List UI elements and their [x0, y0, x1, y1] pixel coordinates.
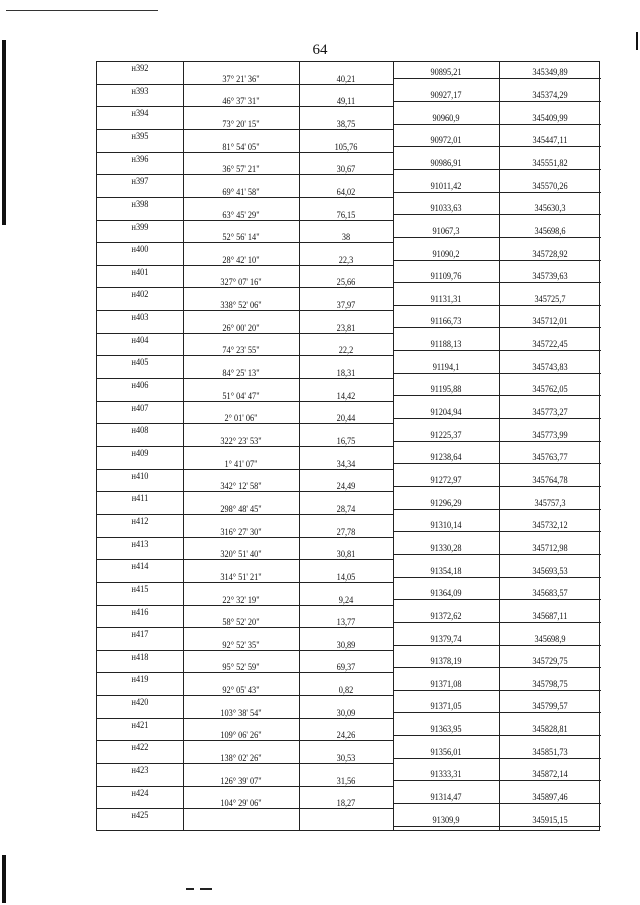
point-id: н394	[131, 108, 149, 119]
row-separator	[393, 124, 601, 125]
segment-length: 31,56	[336, 775, 356, 786]
coord-x: 91272,97	[430, 474, 462, 485]
row-separator	[97, 446, 183, 447]
point-id: н403	[131, 312, 149, 323]
coord-x: 91296,29	[430, 497, 462, 508]
row-separator	[393, 373, 601, 374]
coord-x: 91314,47	[430, 792, 462, 803]
segment-length: 37,97	[336, 300, 356, 311]
row-separator	[393, 169, 601, 170]
segment-length: 16,75	[336, 436, 356, 446]
coord-y: 345683,57	[532, 588, 568, 599]
row-separator	[97, 491, 183, 492]
coord-y: 345915,15	[532, 814, 568, 825]
coord-y: 345630,3	[534, 203, 566, 214]
row-separator	[183, 582, 393, 583]
row-separator	[183, 333, 393, 334]
row-separator	[97, 378, 183, 379]
coord-x: 91310,14	[430, 520, 462, 531]
direction-angle: 138° 02' 26"	[220, 753, 262, 764]
column-divider	[393, 62, 394, 830]
coord-y: 345743,83	[532, 361, 568, 372]
direction-angle: 81° 54' 05"	[222, 141, 260, 152]
segment-length: 76,15	[336, 209, 356, 220]
row-separator	[183, 627, 393, 628]
point-id: н412	[131, 515, 149, 526]
row-separator	[97, 469, 183, 470]
segment-length: 22,2	[338, 345, 354, 356]
direction-angle: 92° 52' 35"	[222, 639, 260, 650]
row-separator	[393, 599, 601, 600]
row-separator	[393, 803, 601, 804]
row-separator	[183, 220, 393, 221]
row-separator	[183, 469, 393, 470]
point-id: н423	[131, 765, 149, 776]
coord-y: 345728,92	[532, 248, 568, 259]
row-separator	[183, 265, 393, 266]
coord-x: 91378,19	[430, 656, 462, 667]
coord-y: 345763,77	[532, 452, 568, 463]
direction-angle: 22° 32' 19"	[222, 594, 260, 605]
coord-x: 91011,42	[430, 180, 462, 191]
coord-x: 91033,63	[430, 203, 462, 214]
top-rule	[6, 10, 158, 11]
row-separator	[393, 463, 601, 464]
coord-y: 345447,11	[532, 135, 568, 146]
segment-length: 18,27	[336, 798, 356, 809]
footer-dash	[200, 888, 212, 890]
row-separator	[393, 78, 601, 79]
row-separator	[393, 712, 601, 713]
segment-length: 30,89	[336, 639, 356, 650]
coord-x: 91371,08	[430, 678, 462, 689]
row-separator	[97, 627, 183, 628]
coord-x: 91166,73	[430, 316, 462, 327]
point-id: н406	[131, 380, 149, 391]
row-separator	[97, 174, 183, 175]
point-id: н400	[131, 244, 149, 255]
point-id: н405	[131, 357, 149, 368]
direction-angle: 327° 07' 16"	[220, 277, 262, 288]
direction-angle: 126° 39' 07"	[220, 775, 262, 786]
direction-angle: 316° 27' 30"	[220, 526, 262, 537]
row-separator	[97, 197, 183, 198]
point-id: н422	[131, 742, 149, 753]
row-separator	[393, 305, 601, 306]
row-separator	[183, 355, 393, 356]
row-separator	[183, 84, 393, 85]
coord-y: 345757,3	[534, 497, 566, 508]
footer-dash	[186, 888, 194, 890]
direction-angle: 338° 52' 06"	[220, 300, 262, 311]
direction-angle: 1° 41' 07"	[224, 458, 258, 469]
row-separator	[97, 265, 183, 266]
row-separator	[183, 672, 393, 673]
point-id: н396	[131, 153, 149, 164]
row-separator	[183, 695, 393, 696]
segment-length: 30,67	[336, 164, 356, 175]
coord-y: 345725,7	[534, 293, 566, 304]
direction-angle: 2° 01' 06"	[224, 413, 258, 424]
direction-angle: 73° 20' 15"	[222, 118, 260, 129]
coord-x: 91225,37	[430, 429, 462, 440]
direction-angle: 322° 23' 53"	[220, 436, 262, 446]
segment-length: 34,34	[336, 458, 356, 469]
point-id: н397	[131, 176, 149, 187]
point-id: н410	[131, 470, 149, 481]
direction-angle: 52° 56' 14"	[222, 232, 260, 243]
row-separator	[393, 486, 601, 487]
coord-y: 345698,6	[534, 225, 566, 236]
segment-length: 27,78	[336, 526, 356, 537]
coord-y: 345773,99	[532, 429, 568, 440]
coord-x: 91109,76	[430, 271, 462, 282]
coord-y: 345897,46	[532, 792, 568, 803]
direction-angle: 26° 00' 20"	[222, 322, 260, 333]
row-separator	[97, 84, 183, 85]
row-separator	[393, 554, 601, 555]
coord-x: 91204,94	[430, 407, 462, 418]
row-separator	[393, 441, 601, 442]
row-separator	[97, 514, 183, 515]
row-separator	[97, 333, 183, 334]
coord-y: 345712,98	[532, 542, 568, 553]
direction-angle: 95° 52' 59"	[222, 662, 260, 673]
segment-length: 38	[341, 232, 351, 243]
direction-angle: 28° 42' 10"	[222, 254, 260, 265]
row-separator	[97, 401, 183, 402]
point-id: н411	[131, 493, 149, 504]
segment-length: 23,81	[336, 322, 356, 333]
row-separator	[97, 672, 183, 673]
row-separator	[393, 192, 601, 193]
segment-length: 38,75	[336, 118, 356, 129]
row-separator	[393, 577, 601, 578]
coord-x: 91188,13	[430, 339, 462, 350]
row-separator	[393, 735, 601, 736]
row-separator	[97, 423, 183, 424]
point-id: н425	[131, 810, 149, 821]
direction-angle: 36° 57' 21"	[222, 164, 260, 175]
point-id: н402	[131, 289, 149, 300]
direction-angle: 104° 29' 06"	[220, 798, 262, 809]
row-separator	[183, 808, 393, 809]
direction-angle: 298° 48' 45"	[220, 503, 262, 514]
direction-angle: 342° 12' 58"	[220, 481, 262, 492]
row-separator	[183, 242, 393, 243]
row-separator	[393, 509, 601, 510]
row-separator	[97, 740, 183, 741]
point-id: н409	[131, 448, 149, 458]
coord-y: 345693,53	[532, 565, 568, 576]
point-id: н417	[131, 629, 149, 640]
row-separator	[183, 763, 393, 764]
coord-x: 91131,31	[430, 293, 462, 304]
coord-x: 91363,95	[430, 724, 462, 735]
row-separator	[393, 327, 601, 328]
coord-x: 90895,21	[430, 67, 462, 78]
coord-x: 91333,31	[430, 769, 462, 780]
direction-angle: 92° 05' 43"	[222, 685, 260, 696]
row-separator	[183, 423, 393, 424]
row-separator	[393, 826, 601, 827]
row-separator	[393, 667, 601, 668]
coordinates-table	[96, 61, 600, 831]
row-separator	[97, 763, 183, 764]
segment-length: 9,24	[338, 594, 354, 605]
row-separator	[97, 537, 183, 538]
row-separator	[97, 582, 183, 583]
segment-length: 49,11	[336, 96, 356, 107]
page-number: 64	[312, 42, 328, 58]
segment-length: 30,09	[336, 707, 356, 718]
segment-length: 22,3	[338, 254, 354, 265]
coord-y: 345732,12	[532, 520, 568, 531]
coord-x: 90960,9	[432, 112, 460, 123]
point-id: н414	[131, 561, 149, 572]
segment-length: 25,66	[336, 277, 356, 288]
coord-x: 90986,91	[430, 157, 462, 168]
row-separator	[97, 808, 183, 809]
row-separator	[393, 214, 601, 215]
point-id: н419	[131, 674, 149, 685]
coord-y: 345762,05	[532, 384, 568, 395]
row-separator	[393, 418, 601, 419]
coord-x: 91379,74	[430, 633, 462, 644]
row-separator	[393, 622, 601, 623]
row-separator	[393, 758, 601, 759]
row-separator	[183, 718, 393, 719]
direction-angle: 74° 23' 55"	[222, 345, 260, 356]
segment-length: 30,81	[336, 549, 356, 560]
segment-length: 18,31	[336, 368, 356, 379]
row-separator	[97, 106, 183, 107]
row-separator	[97, 220, 183, 221]
point-id: н421	[131, 719, 149, 730]
coord-y: 345374,29	[532, 89, 568, 100]
direction-angle: 46° 37' 31"	[222, 96, 260, 107]
coord-y: 345712,01	[532, 316, 568, 327]
coord-x: 91371,05	[430, 701, 462, 712]
row-separator	[183, 152, 393, 153]
segment-length: 20,44	[336, 413, 356, 424]
row-separator	[393, 101, 601, 102]
coord-x: 90927,17	[430, 89, 462, 100]
row-separator	[183, 537, 393, 538]
row-separator	[97, 559, 183, 560]
row-separator	[97, 355, 183, 356]
point-id: н393	[131, 85, 149, 96]
row-separator	[97, 242, 183, 243]
point-id: н395	[131, 130, 149, 141]
coord-x: 91309,9	[432, 814, 460, 825]
row-separator	[183, 106, 393, 107]
row-separator	[393, 395, 601, 396]
coord-y: 345764,78	[532, 474, 568, 485]
row-separator	[183, 786, 393, 787]
row-separator	[183, 129, 393, 130]
row-separator	[393, 282, 601, 283]
row-separator	[183, 559, 393, 560]
coord-x: 91067,3	[432, 225, 460, 236]
direction-angle: 69° 41' 58"	[222, 186, 260, 197]
coord-y: 345551,82	[532, 157, 568, 168]
row-separator	[183, 491, 393, 492]
direction-angle: 320° 51' 40"	[220, 549, 262, 560]
coord-y: 345570,26	[532, 180, 568, 191]
point-id: н401	[131, 266, 149, 277]
row-separator	[183, 740, 393, 741]
coord-x: 91372,62	[430, 610, 462, 621]
coord-y: 345739,63	[532, 271, 568, 282]
coord-x: 90972,01	[430, 135, 462, 146]
segment-length: 13,77	[336, 617, 356, 628]
coord-y: 345851,73	[532, 746, 568, 757]
point-id: н418	[131, 651, 149, 662]
column-divider	[499, 62, 500, 830]
point-id: н399	[131, 221, 149, 232]
row-separator	[183, 650, 393, 651]
coord-y: 345409,99	[532, 112, 568, 123]
coord-x: 91356,01	[430, 746, 462, 757]
point-id: н420	[131, 697, 149, 708]
coord-x: 91195,88	[430, 384, 462, 395]
row-separator	[97, 605, 183, 606]
coord-x: 91090,2	[432, 248, 460, 259]
row-separator	[97, 129, 183, 130]
coord-x: 91354,18	[430, 565, 462, 576]
direction-angle: 51° 04' 47"	[222, 390, 260, 401]
point-id: н398	[131, 198, 149, 209]
coord-x: 91238,64	[430, 452, 462, 463]
direction-angle: 37° 21' 36"	[222, 73, 260, 84]
coord-y: 345798,75	[532, 678, 568, 689]
row-separator	[183, 174, 393, 175]
row-separator	[183, 287, 393, 288]
coord-y: 345872,14	[532, 769, 568, 780]
coord-y: 345698,9	[534, 633, 566, 644]
row-separator	[393, 350, 601, 351]
direction-angle: 103° 38' 54"	[220, 707, 262, 718]
row-separator	[393, 260, 601, 261]
coord-y: 345729,75	[532, 656, 568, 667]
segment-length: 105,76	[334, 141, 358, 152]
segment-length: 69,37	[336, 662, 356, 673]
row-separator	[183, 514, 393, 515]
row-separator	[97, 650, 183, 651]
segment-length: 0,82	[338, 685, 354, 696]
point-id: н415	[131, 583, 149, 594]
row-separator	[183, 446, 393, 447]
coord-y: 345773,27	[532, 407, 568, 418]
segment-length: 24,49	[336, 481, 356, 492]
row-separator	[97, 718, 183, 719]
scan-edge-mark-bottom	[2, 855, 6, 903]
row-separator	[183, 401, 393, 402]
direction-angle: 63° 45' 29"	[222, 209, 260, 220]
direction-angle: 314° 51' 21"	[220, 571, 262, 582]
row-separator	[393, 531, 601, 532]
point-id: н416	[131, 606, 149, 617]
segment-length: 14,05	[336, 571, 356, 582]
row-separator	[97, 287, 183, 288]
row-separator	[393, 690, 601, 691]
coord-y: 345687,11	[532, 610, 568, 621]
segment-length: 40,21	[336, 73, 356, 84]
segment-length: 64,02	[336, 186, 356, 197]
direction-angle: 84° 25' 13"	[222, 368, 260, 379]
coord-y: 345799,57	[532, 701, 568, 712]
direction-angle: 109° 06' 26"	[220, 730, 262, 741]
point-id: н407	[131, 402, 149, 413]
coord-y: 345349,89	[532, 67, 568, 78]
segment-length: 30,53	[336, 753, 356, 764]
coord-x: 91330,28	[430, 542, 462, 553]
segment-length: 14,42	[336, 390, 356, 401]
segment-length: 24,26	[336, 730, 356, 741]
row-separator	[183, 197, 393, 198]
row-separator	[97, 152, 183, 153]
point-id: н404	[131, 334, 149, 345]
point-id: н413	[131, 538, 149, 549]
row-separator	[97, 310, 183, 311]
row-separator	[97, 695, 183, 696]
row-separator	[97, 786, 183, 787]
row-separator	[393, 645, 601, 646]
coord-x: 91194,1	[432, 361, 460, 372]
row-separator	[183, 605, 393, 606]
point-id: н392	[131, 63, 149, 73]
coord-x: 91364,09	[430, 588, 462, 599]
row-separator	[183, 378, 393, 379]
coord-y: 345722,45	[532, 339, 568, 350]
row-separator	[393, 237, 601, 238]
coord-y: 345828,81	[532, 724, 568, 735]
point-id: н424	[131, 787, 149, 798]
direction-angle: 58° 52' 20"	[222, 617, 260, 628]
point-id: н408	[131, 425, 149, 436]
scan-edge-mark	[2, 40, 6, 225]
row-separator	[393, 146, 601, 147]
row-separator	[183, 310, 393, 311]
segment-length: 28,74	[336, 503, 356, 514]
row-separator	[393, 780, 601, 781]
